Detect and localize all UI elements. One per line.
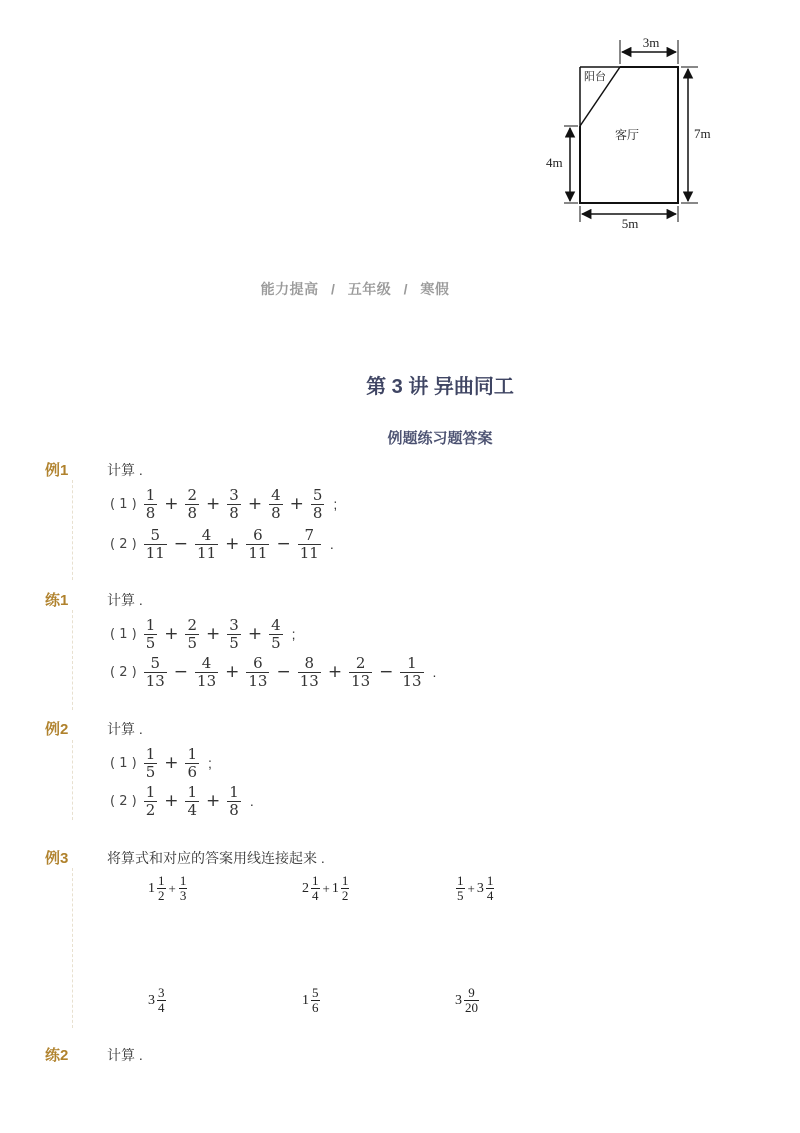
header-sep: / (330, 281, 336, 297)
problem-label: 例2 (45, 721, 69, 738)
problem-prompt: 计算 . (107, 462, 143, 478)
balcony-label: 阳台 (584, 71, 606, 83)
pr1-part2: ( 2 ) $\frac{5}{13}$ − $\frac{4}{13}$ + $\frac{6}{13}$ − $\frac{8}{13}$ + $\frac{2}{13}$ − $\frac{1}{13}$ . (110, 653, 437, 690)
guide-line (72, 480, 73, 580)
left-height-label: 4m (546, 155, 563, 170)
matching-expression: 2 1 4 + 1 1 2 (302, 873, 349, 903)
course-header (0, 279, 710, 299)
ex2-part1: ( 1 ) $\frac{1}{5}$ + $\frac{1}{6}$ ; (110, 744, 212, 781)
problem-prompt: 计算 . (107, 1047, 143, 1063)
ex1-part1: ( 1 ) $\frac{1}{8}$ + $\frac{2}{8}$ + $\frac{3}{8}$ + $\frac{4}{8}$ + $\frac{5}{8}$ ; (110, 485, 338, 522)
matching-answer: 3 3 4 (148, 985, 165, 1015)
problem-prompt: 将算式和对应的答案用线连接起来 . (107, 850, 325, 866)
header-term: 寒假 (420, 281, 450, 297)
matching-expression: 1 5 + 3 1 4 (457, 873, 494, 903)
room-diagram (540, 30, 740, 240)
ex2-part2: ( 2 ) $\frac{1}{2}$ + $\frac{1}{4}$ + $\frac{1}{8}$ . (110, 782, 254, 819)
problem-label: 练2 (45, 1047, 69, 1064)
ex1-part2: ( 2 ) $\frac{5}{11}$ − $\frac{4}{11}$ + $\frac{6}{11}$ − $\frac{7}{11}$ . (110, 525, 334, 562)
lesson-title: 第 3 讲 异曲同工 (366, 376, 514, 398)
top-width-label: 3m (642, 35, 660, 50)
living-room-label: 客厅 (615, 128, 640, 142)
guide-line (72, 610, 73, 710)
matching-answer: 3 9 20 (455, 985, 478, 1015)
matching-expression: 1 1 2 + $\frac{1}{3}$ (148, 873, 187, 903)
right-height-label: 7m (694, 126, 711, 141)
header-grade: 五年级 (347, 281, 392, 297)
problem-prompt: 计算 . (107, 592, 143, 608)
problem-label: 例3 (45, 850, 69, 867)
header-sep: / (403, 281, 409, 297)
problem-label: 例1 (45, 462, 69, 479)
header-course: 能力提高 (260, 281, 319, 297)
pr1-part1: ( 1 ) $\frac{1}{5}$ + $\frac{2}{5}$ + $\frac{3}{5}$ + $\frac{4}{5}$ ; (110, 615, 296, 652)
guide-line (72, 868, 73, 1028)
guide-line (72, 740, 73, 820)
bottom-width-label: 5m (621, 216, 639, 231)
problem-prompt: 计算 . (107, 721, 143, 737)
section-subtitle: 例题练习题答案 (387, 430, 493, 447)
matching-answer: 1 5 6 (302, 985, 319, 1015)
problem-label: 练1 (45, 592, 69, 609)
